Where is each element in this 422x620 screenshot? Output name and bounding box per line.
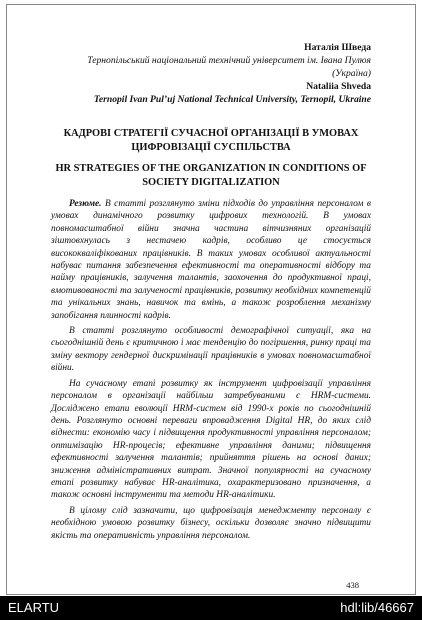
author-affiliation-ua: Тернопільський національний технічний університет ім. Івана Пулюя (Україна) — [87, 55, 371, 79]
page-number: 438 — [346, 580, 359, 590]
author-name-en: Nataliia Shveda — [306, 81, 371, 92]
abstract-p1: В статті розглянуто зміни підходів до управління персоналом в умовах динамічного розвитку цифрових технологій. В умовах повномасштабної війни значна частина вітчизняних організацій зіштовхнулась з нестачею кадрів, особливо це стосується висококваліфікованих працівників. В таких умовах особливої актуальності набуває питання забезпечення ефективності та оперативності відбору та найму працівників, залучення талантів, заохочення до продуктивної праці, вмотивованості та залученості працівників, розвитку необхідних компетенцій та унікальних знань, навичок та вмінь, а також розроблення механізму запобігання плинності кадрів. — [51, 199, 371, 321]
abstract-paragraph — [51, 198, 371, 322]
footer-handle[interactable]: hdl:lib/46667 — [340, 600, 414, 615]
title-english: HR STRATEGIES OF THE ORGANIZATION IN CONDITIONS OF SOCIETY DIGITALIZATION — [55, 163, 367, 188]
abstract — [51, 198, 371, 542]
author-name-ua: Наталія Шведа — [304, 42, 371, 53]
abstract-p3: На сучасному етапі розвитку як інструмент цифровізації управління персоналом в організації найбільш затребуваними є HRM-системи. Досліджено етапи еволюції HRM-систем від 1990-х років по сьогоднішній день. Розглянуто основні переваги впровадження Digital HR, до яких слід віднести: економію часу і підвищення продуктивності управління персоналом; оптимізацію HR-процесів; ефективне управління даними; підвищення ефективності залучення талантів; прийняття рішень на основі даних; зниження адміністративних витрат. Значної популярності на сучасному етапі розвитку набуває HR-аналітика, охарактеризовано призначення, а також основні інструменти та методи HR-аналітики. — [51, 378, 371, 501]
paper-page — [6, 4, 416, 595]
abstract-p2: В статті розглянуто особливості демографічної ситуації, яка на сьогоднішній день є критичною і має тенденцію до погіршення, ринку праці та зміну вектору гендерної дискримінації працівників в умовах повномасштабної війни. — [51, 326, 371, 374]
abstract-p4: В цілому слід зазначити, що цифровізація менеджменту персоналу є необхідною умовою розвитку бізнесу, оскільки дозволяє значно підвищити якість та оперативність управління персоналом. — [51, 505, 371, 541]
abstract-lead: Резюме. — [69, 199, 102, 209]
author-affiliation-en: Ternopil Ivan Pul’uj National Technical University, Ternopil, Ukraine — [93, 94, 371, 105]
title-ukrainian: КАДРОВІ СТРАТЕГІЇ СУЧАСНОЇ ОРГАНІЗАЦІЇ В УМОВАХ ЦИФРОВІЗАЦІЇ СУСПІЛЬСТВА — [63, 128, 359, 153]
footer-repository: ELARTU — [8, 600, 60, 615]
footer-bar — [0, 596, 422, 620]
author-block — [51, 41, 371, 106]
